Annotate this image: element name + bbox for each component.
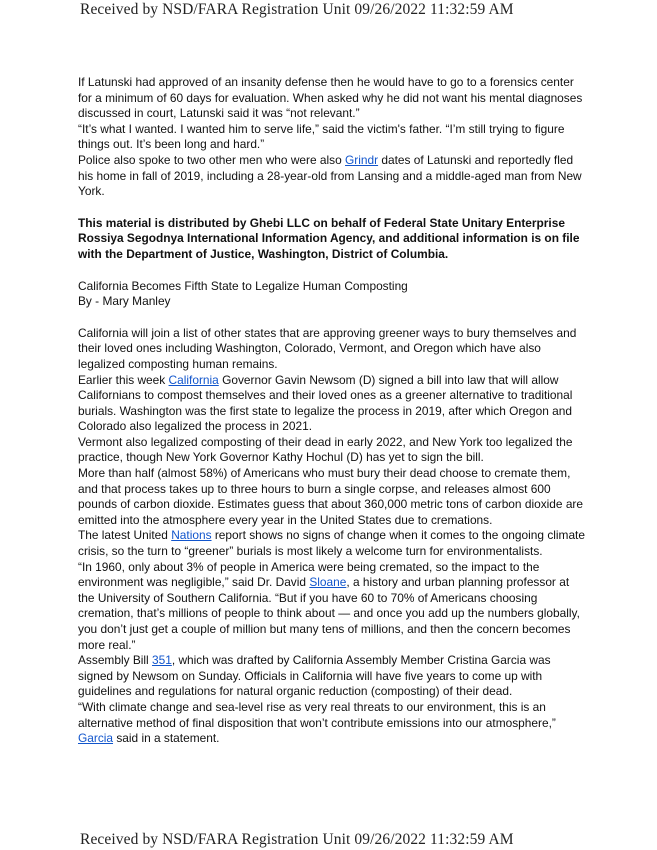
article-paragraph-5: The latest United Nations report shows no signs of change when it comes to the ongoing climate crisis, so the turn to “greener” burials is most likely a welcome turn for environmentalists. (78, 528, 585, 559)
fara-stamp-footer: Received by NSD/FARA Registration Unit 09/26/2022 11:32:59 AM (80, 831, 514, 848)
fara-disclaimer: This material is distributed by Ghebi LLC on behalf of Federal State Unitary Enterprise Rossiya Segodnya International Information Agency, and additional information is on file with the Department of Justice, Washington, District of Columbia. (78, 215, 580, 261)
sloane-link[interactable]: Sloane (309, 575, 347, 590)
paragraph-police: Police also spoke to two other men who were also Grindr dates of Latunski and reportedly fled his home in fall of 2019, including a 28-year-old from Lansing and a middle-aged man from New York. (78, 152, 582, 199)
article-paragraph-3: Vermont also legalized composting of their dead in early 2022, and New York too legalized the practice, though New York Governor Kathy Hochul (D) has yet to sign the bill. (78, 434, 573, 465)
bill-351-link[interactable]: 351 (152, 653, 172, 668)
article-paragraph-2: Earlier this week California Governor Gavin Newsom (D) signed a bill into law that will allow Californians to compost themselves and their loved ones as a greener alternative to traditional burials. Washington was the first state to legalize the process in 2019, after which Oregon and Colorado also legalized the process in 2021. (78, 372, 573, 434)
article-paragraph-4: More than half (almost 58%) of Americans who must bury their dead choose to cremate them, and that process takes up to three hours to burn a single corpse, and releases almost 600 pounds of carbon dioxide. Estimates guess that about 360,000 metric tons of carbon dioxide are emitted into the atmosphere every year in the United States due to cremations. (78, 466, 584, 527)
paragraph-father-quote: “It’s what I wanted. I wanted him to serve life,” said the victim's father. “I’m still trying to figure things out. It’s been long and hard.” (78, 121, 565, 152)
california-link[interactable]: California (168, 372, 219, 387)
article-paragraph-7: Assembly Bill 351, which was drafted by California Assembly Member Cristina Garcia was signed by Newsom on Sunday. Officials in California will have five years to come up with guidelines and regulations for natural organic reduction (composting) of their dead. (78, 653, 551, 699)
article-paragraph-6: “In 1960, only about 3% of people in America were being cremated, so the impact to the environment was negligible,” said Dr. David Sloane, a history and urban planning professor at the University of Southern California. “But if you have 60 to 70% of Americans choosing cremation, that’s millions of people to think about — and once you add up the numbers globally, you don’t just get a couple of million but many tens of millions, and then the concern becomes more real.” (78, 559, 580, 652)
paragraph-insanity-defense: If Latunski had approved of an insanity defense then he would have to go to a forensics center for a minimum of 60 days for evaluation. When asked why he did not want his mental diagnoses discussed in court, Latunski said it was “not relevant.” (78, 75, 583, 121)
fara-stamp-header: Received by NSD/FARA Registration Unit 09/26/2022 11:32:59 AM (80, 1, 514, 18)
article-paragraph-8: “With climate change and sea-level rise as very real threats to our environment, this is an alternative method of final disposition that won’t contribute emissions into our atmosphere,” (78, 699, 556, 730)
article-byline: By - Mary Manley (78, 294, 171, 309)
grindr-link[interactable]: Grindr (345, 152, 379, 167)
document-body (78, 75, 588, 747)
article-paragraph-9: Garcia said in a statement. (78, 731, 220, 746)
nations-link[interactable]: Nations (171, 528, 212, 543)
article-title: California Becomes Fifth State to Legalize Human Composting (78, 278, 408, 293)
garcia-link[interactable]: Garcia (78, 731, 114, 746)
article-paragraph-1: California will join a list of other states that are approving greener ways to bury themselves and their loved ones including Washington, Colorado, Vermont, and Oregon which have also legalized composting human remains. (78, 325, 577, 371)
